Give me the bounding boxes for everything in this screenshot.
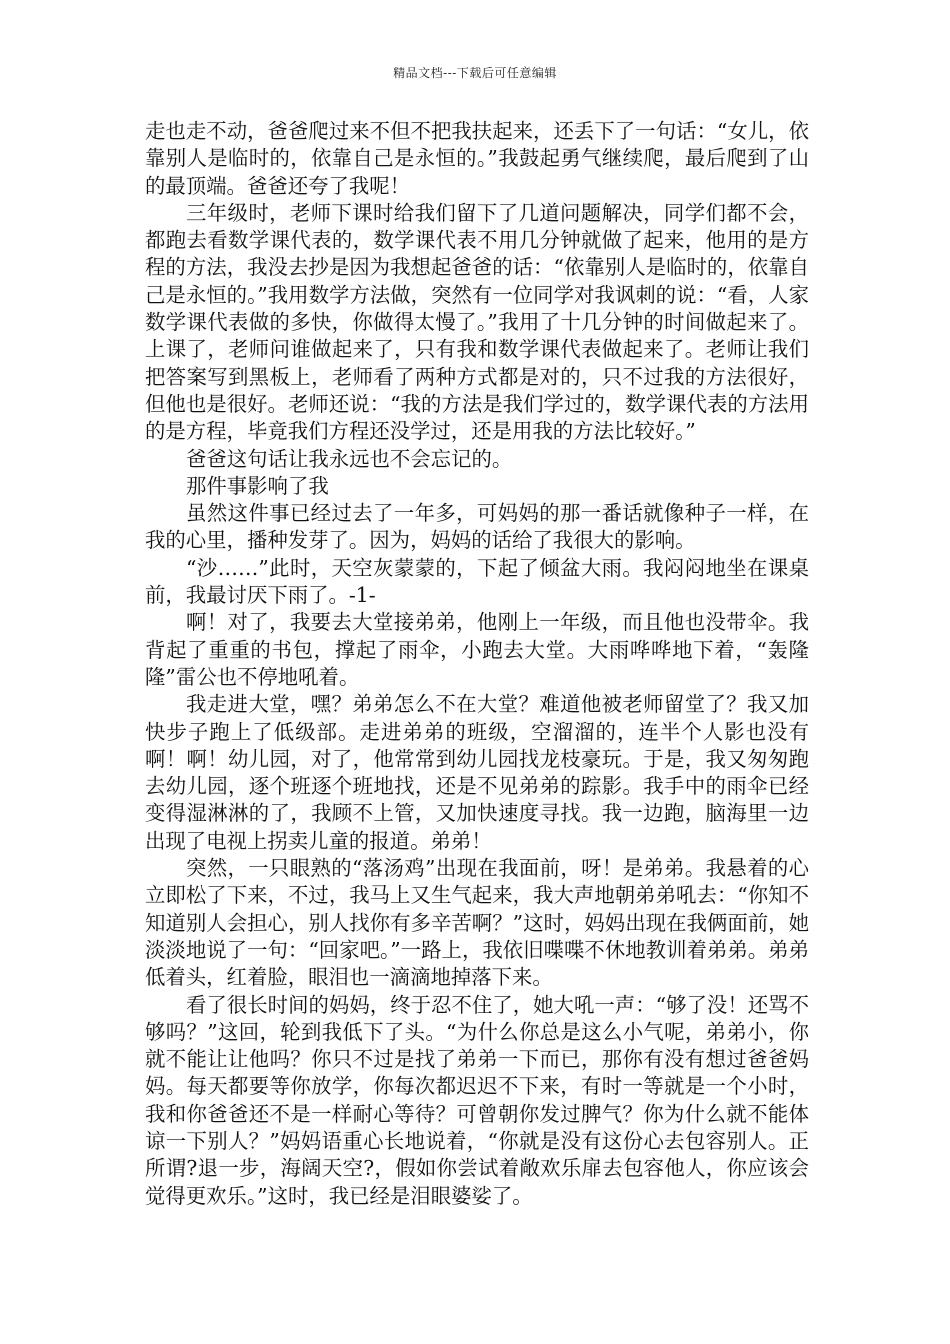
paragraph: 爸爸这句话让我永远也不会忘记的。 (186, 446, 513, 471)
section-heading: 那件事影响了我 (186, 473, 329, 498)
paragraph: “沙……”此时，天空灰蒙蒙的，下起了倾盆大雨。我闷闷地坐在课桌前，我最讨厌下雨了。-1- (145, 555, 809, 608)
paragraph: 啊！对了，我要去大堂接弟弟，他刚上一年级，而且他也没带伞。我背起了重重的书包，撑起了雨伞，小跑去大堂。大雨哗哗地下着，“轰隆隆”雷公也不停地吼着。 (145, 610, 809, 689)
paragraph: 看了很长时间的妈妈，终于忍不住了，她大吼一声：“够了没！还骂不够吗？”这回，轮到我低下了头。“为什么你总是这么小气呢，弟弟小，你就不能让让他吗？你只不过是找了弟弟一下而已，那你有没有想过爸爸妈妈。每天都要等你放学，你每次都迟迟不下来，有时一等就是一个小时，我和你爸爸还不是一样耐心等待？可曾朝你发过脾气？你为什么就不能体谅一下别人？”妈妈语重心长地说着，“你就是没有这份心去包容别人。正所谓?退一步，海阔天空?，假如你尝试着敞欢乐扉去包容他人，你应该会觉得更欢乐。”这时，我已经是泪眼婆娑了。 (145, 992, 809, 1208)
paragraph: 走也走不动，爸爸爬过来不但不把我扶起来，还丢下了一句话：“女儿，依靠别人是临时的，依靠自己是永恒的。”我鼓起勇气继续爬，最后爬到了山的最顶端。爸爸还夸了我呢！ (145, 119, 809, 198)
paragraph: 三年级时，老师下课时给我们留下了几道问题解决，同学们都不会，都跑去看数学课代表的，数学课代表不用几分钟就做了起来，他用的是方程的方法，我没去抄是因为我想起爸爸的话：“依靠别人是临时的，依靠自己是永恒的。”我用数学方法做，突然有一位同学对我讽刺的说：“看，人家数学课代表做的多快，你做得太慢了。”我用了十几分钟的时间做起来了。上课了，老师问谁做起来了，只有我和数学课代表做起来了。老师让我们把答案写到黑板上，老师看了两种方式都是对的，只不过我的方法很好，但他也是很好。老师还说：“我的方法是我们学过的，数学课代表的方法用的是方程，毕竟我们方程还没学过，还是用我的方法比较好。” (145, 200, 809, 444)
paragraph: 突然，一只眼熟的“落汤鸡”出现在我面前，呀！是弟弟。我悬着的心立即松了下来，不过，我马上又生气起来，我大声地朝弟弟吼去：“你知不知道别人会担心，别人找你有多辛苦啊？”这时，妈妈出现在我俩面前，她淡淡地说了一句：“回家吧。”一路上，我依旧喋喋不休地教训着弟弟。弟弟低着头，红着脸，眼泪也一滴滴地掉落下来。 (145, 856, 809, 990)
body-text (145, 118, 809, 1210)
header-watermark: 精品文档---下载后可任意编辑 (393, 66, 557, 80)
paragraph: 我走进大堂，嘿？弟弟怎么不在大堂？难道他被老师留堂了？我又加快步子跑上了低级部。走进弟弟的班级，空溜溜的，连半个人影也没有啊！啊！幼儿园，对了，他常常到幼儿园找龙枝豪玩。于是，我又匆匆跑去幼儿园，逐个班逐个班地找，还是不见弟弟的踪影。我手中的雨伞已经变得湿淋淋的了，我顾不上管，又加快速度寻找。我一边跑，脑海里一边出现了电视上拐卖儿童的报道。弟弟！ (145, 692, 809, 853)
paragraph: 虽然这件事已经过去了一年多，可妈妈的那一番话就像种子一样，在我的心里，播种发芽了。因为，妈妈的话给了我很大的影响。 (145, 501, 809, 553)
